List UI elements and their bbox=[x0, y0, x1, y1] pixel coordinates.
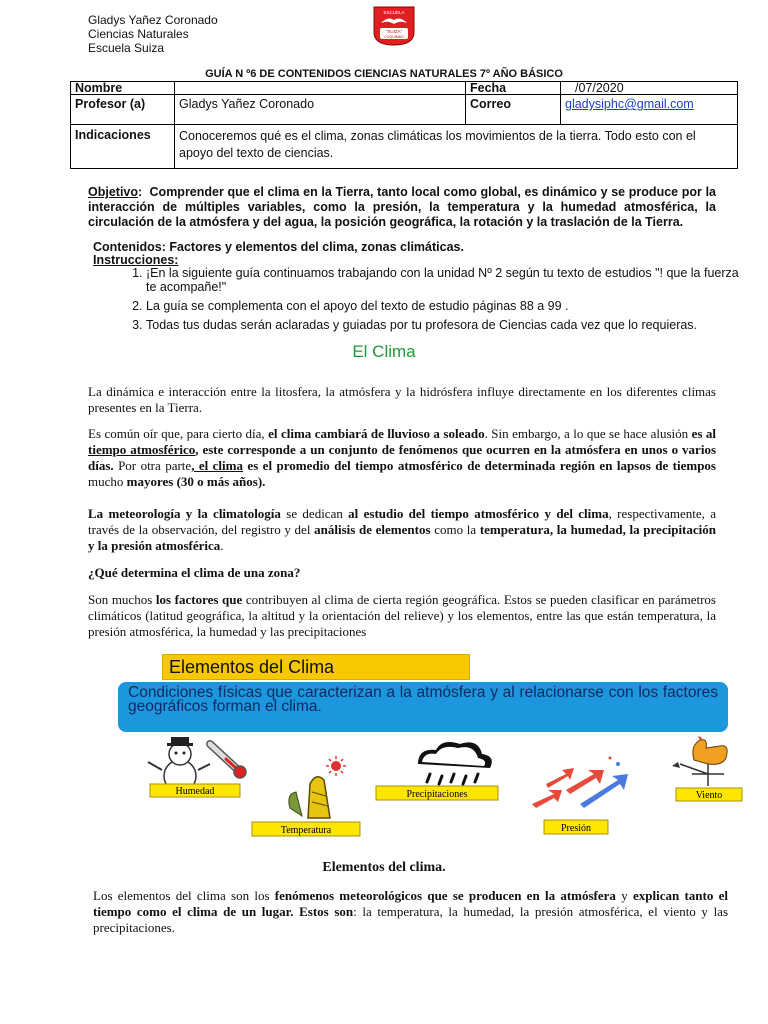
nombre-field[interactable] bbox=[175, 82, 466, 95]
header-school: Escuela Suiza bbox=[88, 41, 165, 55]
label-precipitaciones: Precipitaciones bbox=[406, 789, 468, 800]
logo-text-top: ESCUELA bbox=[383, 10, 405, 15]
list-item: 3. Todas tus dudas serán aclaradas y guiadas por tu profesora de Ciencias cada vez que lo requieras. bbox=[146, 318, 746, 332]
logo-text-mid: "SUIZA" bbox=[385, 29, 403, 34]
label-presion: Presión bbox=[561, 823, 591, 834]
figure-banner: Elementos del Clima bbox=[162, 654, 470, 680]
figure-caption: Elementos del clima. bbox=[322, 860, 446, 875]
fecha-value[interactable]: /07/2020 bbox=[561, 82, 738, 95]
sun-icon bbox=[326, 756, 346, 776]
weather-vane-icon bbox=[672, 736, 727, 786]
profesor-value: Gladys Yañez Coronado bbox=[175, 95, 466, 125]
objetivo-text: Comprender que el clima en la Tierra, tanto local como global, es dinámico y se produce por la interacción de múltiples variables, como la presión, la temperatura y la humedad atmosférica, la circulación de la atmósfera y del agua, la posición geográfica, la rotación y la traslación de la Tierra. bbox=[88, 185, 717, 229]
objetivo: Objetivo: Comprender que el clima en la Tierra, tanto local como global, es dinámico y se produce por la interacción de múltiples variables, como la presión, la temperatura y la humedad atmosférica, la circulación de la atmósfera y del agua, la posición geográfica, la rotación y la traslación de la Tierra. bbox=[88, 185, 717, 229]
thermometer-icon bbox=[210, 744, 246, 778]
question-heading: ¿Qué determina el clima de una zona? bbox=[88, 565, 301, 580]
figure-description: Condiciones físicas que caracterizan a la atmósfera y al relacionarse con los factores geográficos forman el clima. bbox=[118, 682, 728, 732]
figure-illustration bbox=[118, 734, 746, 850]
list-item: 2. La guía se complementa con el apoyo del texto de estudio páginas 88 a 99 . bbox=[146, 299, 746, 313]
correo-label: Correo bbox=[466, 95, 561, 125]
contenidos: Contenidos: Factores y elementos del clima, zonas climáticas. bbox=[93, 240, 464, 254]
info-table bbox=[70, 81, 738, 169]
label-humedad: Humedad bbox=[175, 786, 215, 797]
correo-link[interactable]: gladysiphc@gmail.com bbox=[565, 97, 694, 111]
label-viento: Viento bbox=[695, 790, 723, 801]
indicaciones-value: Conoceremos qué es el clima, zonas climáticas los movimientos de la tierra. Todo esto con el apoyo del texto de ciencias. bbox=[175, 125, 738, 169]
rain-cloud-icon bbox=[418, 742, 492, 784]
header-subject: Ciencias Naturales bbox=[88, 27, 189, 41]
nombre-label: Nombre bbox=[71, 82, 175, 95]
instrucciones-label: Instrucciones: bbox=[93, 253, 179, 267]
section-title: El Clima bbox=[352, 342, 416, 361]
profesor-label: Profesor (a) bbox=[71, 95, 175, 125]
paragraph-elementos: Los elementos del clima son los fenómenos meteorológicos que se producen en la atmósfera y explican tanto el tiempo como el clima de un lugar. Estos son: la temperatura, la humedad, la presión atmosférica, el viento y las precipitaciones. bbox=[93, 888, 729, 935]
paragraph-tiempo: Es común oír que, para cierto día, el clima cambiará de lluvioso a soleado. Sin embargo, a lo que se hace alusión es al tiempo atmosférico, este corresponde a un conjunto de fenómenos que ocurren en la atmósfera en unos o varios días. Por otra parte, el clima es el promedio del tiempo atmosférico de determinada región en lapsos de tiempos mucho mayores (30 o más años). bbox=[88, 426, 717, 489]
list-item: 1. ¡En la siguiente guía continuamos trabajando con la unidad Nº 2 según tu texto de estudios "! que la fuerza te acompañe!" bbox=[146, 266, 746, 294]
label-temperatura: Temperatura bbox=[280, 825, 332, 836]
objetivo-label: Objetivo bbox=[88, 185, 139, 199]
indicaciones-label: Indicaciones bbox=[71, 125, 175, 169]
logo-text-bot: COQUIMBO bbox=[384, 35, 404, 39]
paragraph-factores: Son muchos los factores que contribuyen al clima de cierta región geográfica. Estos se pueden clasificar en parámetros climáticos (latitud geográfica, la altitud y la orientación del relieve) y los elementos, entre las que están temperatura, la presión atmosférica, la humedad y las precipitaciones bbox=[88, 592, 716, 639]
pressure-arrows-icon bbox=[532, 757, 628, 809]
paragraph-intro: La dinámica e interacción entre la litosfera, la atmósfera y la hidrósfera influye directamente en los diferentes climas presentes en la Tierra. bbox=[88, 384, 716, 415]
fecha-label: Fecha bbox=[466, 82, 561, 95]
instructions-list bbox=[104, 266, 746, 337]
cactus-icon bbox=[289, 777, 330, 818]
paragraph-meteorologia: La meteorología y la climatología se dedican al estudio del tiempo atmosférico y del clima, respectivamente, a través de la observación, del registro y del análisis de elementos como la temperatura, la humedad, la precipitación y la presión atmosférica. bbox=[88, 506, 716, 553]
school-logo bbox=[372, 6, 416, 46]
header-author: Gladys Yañez Coronado bbox=[88, 13, 218, 27]
page-title: GUÍA N º6 DE CONTENIDOS CIENCIAS NATURALES 7º AÑO BÁSICO bbox=[205, 68, 563, 80]
